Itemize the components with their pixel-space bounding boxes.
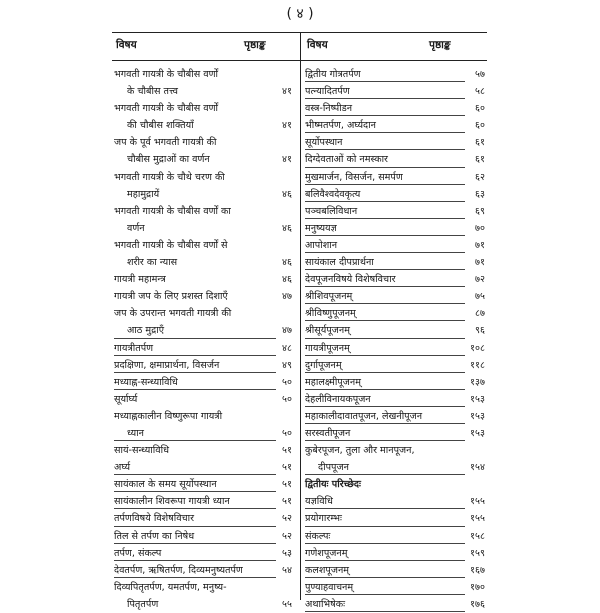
entry-title: दिव्यपितृतर्पण, यमतर्पण, मनुष्य- (114, 581, 227, 593)
entry-title: महाकालीदावातपूजन, लेखनीपूजन (305, 410, 423, 422)
entry-page-number: ७५ (475, 291, 485, 303)
entry-title: तर्पणविषये विशेषविचार (114, 513, 195, 525)
entry-title: महामुद्रायें (127, 188, 160, 200)
column-divider (300, 32, 301, 600)
entry-title: कुबेरपूजन, तुला और मानपूजन, (305, 445, 415, 457)
entry-title: सायंकालीन शिवरूपा गायत्री ध्यान (114, 496, 230, 508)
entry-title: भगवती गायत्री के चौबीस वर्णों (114, 69, 219, 80)
entry-title: भगवती गायत्री के चौथे चरण की (114, 171, 225, 183)
entry-page-number: ५२ (282, 530, 292, 542)
toc-entry (114, 442, 294, 459)
entry-page-number: १६७ (470, 564, 485, 576)
entry-title: गायत्रीतर्पण (114, 342, 154, 354)
entry-title: ध्यान (127, 427, 144, 439)
toc-entry (305, 442, 487, 459)
entry-page-number: ५४ (282, 564, 292, 576)
entry-title: सायंकाल के समय सूर्योपस्थान (114, 479, 217, 491)
entry-title: श्रीशिवपूजनम् (305, 291, 353, 303)
entry-page-number: ५० (282, 393, 292, 405)
entry-title: भगवती गायत्री के चौबीस वर्णों का (114, 205, 231, 217)
entry-title: शरीर का न्यास (127, 257, 178, 269)
toc-entry (305, 408, 487, 425)
entry-page-number: ६० (475, 120, 485, 132)
toc-entry (305, 117, 487, 134)
entry-title: गायत्री महामन्त्र (114, 274, 166, 286)
entry-title: गायत्रीपूजनम् (305, 342, 350, 354)
toc-entry (305, 134, 487, 151)
entry-page-number: १५३ (470, 410, 485, 422)
toc-entry (305, 562, 487, 579)
toc-entry (305, 203, 487, 220)
entry-page-number: १७० (470, 581, 485, 593)
toc-entry (305, 579, 487, 596)
toc-entry (305, 340, 487, 357)
entry-title: द्वितीय गोत्रतर्पण (305, 69, 361, 80)
entry-page-number: १५५ (470, 513, 485, 525)
entry-page-number: ६२ (475, 171, 485, 183)
toc-entry (114, 545, 294, 562)
left-subject-header: विषय (116, 39, 137, 51)
entry-title: प्रदक्षिणा, क्षमाप्रार्थना, विसर्जन (114, 359, 220, 371)
toc-entry (114, 374, 294, 391)
entry-title: गायत्री जप के लिए प्रशस्त दिशाएँ (114, 291, 228, 303)
toc-entry (114, 83, 294, 100)
entry-page-number: ७२ (475, 274, 485, 286)
toc-entry (305, 425, 487, 442)
toc-entry (114, 340, 294, 357)
toc-entry (305, 596, 487, 613)
section-heading (305, 476, 487, 493)
entry-page-number: ५७ (475, 69, 485, 80)
toc-entry (114, 100, 294, 117)
entry-page-number: ८७ (475, 308, 485, 320)
entry-title: मध्याह्नकालीन विष्णुरूपा गायत्री (114, 410, 223, 422)
toc-entry (114, 169, 294, 186)
toc-entry (305, 545, 487, 562)
toc-entry (114, 459, 294, 476)
entry-page-number: १०८ (470, 342, 485, 354)
entry-page-number: १५४ (470, 462, 485, 474)
toc-entry (114, 288, 294, 305)
toc-entry (305, 100, 487, 117)
toc-entry (114, 322, 294, 339)
entry-title: आपोशान (305, 239, 338, 251)
toc-entry (305, 83, 487, 100)
entry-page-number: ५३ (282, 547, 292, 559)
entry-page-number: ११८ (470, 359, 485, 371)
entry-page-number: १५५ (470, 496, 485, 508)
entry-title: अथाभिषेकः (305, 598, 346, 610)
toc-entry (114, 237, 294, 254)
toc-entry (305, 66, 487, 83)
entry-title: भीष्मतर्पण, अर्घ्यदान (305, 120, 376, 132)
toc-entry (114, 117, 294, 134)
page-number: ( ४ ) (286, 6, 314, 22)
entry-page-number: ५१ (282, 496, 292, 508)
entry-title: जप के पूर्व भगवती गायत्री की (114, 137, 217, 149)
entry-page-number: ७१ (475, 257, 485, 269)
toc-entry (305, 493, 487, 510)
entry-page-number: ४६ (282, 274, 292, 286)
entry-page-number: १५९ (470, 547, 485, 559)
entry-title: देहलीविनायकपूजन (305, 393, 371, 405)
entry-title: महालक्ष्मीपूजनम् (305, 376, 361, 388)
toc-entry (114, 271, 294, 288)
entry-title: पञ्चबलिविधान (305, 205, 358, 217)
entry-page-number: ९६ (475, 325, 485, 337)
toc-entry (114, 596, 294, 613)
toc-entry (305, 271, 487, 288)
entry-title: मध्याह्न-सन्ध्याविधि (114, 376, 178, 388)
entry-page-number: ४७ (282, 291, 292, 303)
toc-entry (114, 476, 294, 493)
entry-page-number: ६३ (475, 188, 485, 200)
entry-page-number: ६१ (475, 154, 485, 166)
entry-title: भगवती गायत्री के चौबीस वर्णों (114, 103, 219, 115)
entry-page-number: ५२ (282, 513, 292, 525)
entry-title: सूर्यार्घ्य (114, 393, 138, 405)
entry-title: के चौबीस तत्त्व (127, 86, 178, 98)
toc-entry (114, 66, 294, 83)
entry-title: गणेशपूजनम् (305, 547, 348, 559)
toc-entry (305, 254, 487, 271)
entry-page-number: ७१ (475, 239, 485, 251)
entry-page-number: ४८ (282, 342, 292, 354)
entry-page-number: ६० (475, 103, 485, 115)
entry-page-number: ४१ (282, 120, 292, 132)
toc-entry (305, 528, 487, 545)
toc-entry (305, 357, 487, 374)
toc-entry (114, 510, 294, 527)
toc-entry (114, 186, 294, 203)
entry-title: चौबीस मुद्राओं का वर्णन (127, 154, 210, 166)
entry-title: यज्ञविधि (305, 496, 333, 508)
entry-page-number: १५३ (470, 393, 485, 405)
entry-title: दुर्गापूजनम् (305, 359, 342, 371)
toc-entry (114, 357, 294, 374)
toc-entry (305, 288, 487, 305)
entry-page-number: ५१ (282, 479, 292, 491)
toc-entry (305, 151, 487, 168)
toc-table (112, 32, 487, 610)
entry-title: देवतर्पण, ऋषितर्पण, दिव्यमनुष्यतर्पण (114, 564, 243, 576)
left-column (114, 66, 294, 613)
entry-page-number: १३७ (470, 376, 485, 388)
entry-title: वर्णन (127, 222, 145, 234)
toc-entry (305, 169, 487, 186)
entry-title: मुखमार्जन, विसर्जन, समर्पण (305, 171, 403, 183)
entry-title: तिल से तर्पण का निषेध (114, 530, 195, 542)
entry-title: श्रीविष्णुपूजनम् (305, 308, 356, 320)
entry-page-number: ५१ (282, 462, 292, 474)
entry-title: तर्पण, संकल्प (114, 547, 162, 559)
toc-entry (114, 254, 294, 271)
entry-title: अर्घ्य (114, 462, 131, 474)
toc-entry (305, 459, 487, 476)
toc-entry (114, 220, 294, 237)
entry-page-number: ५८ (475, 86, 485, 98)
toc-entry (114, 493, 294, 510)
toc-entry (114, 134, 294, 151)
toc-entry (305, 374, 487, 391)
toc-entry (114, 579, 294, 596)
toc-entry (114, 425, 294, 442)
entry-title: श्रीसूर्यपूजनम् (305, 325, 350, 337)
entry-page-number: ४१ (282, 86, 292, 98)
entry-page-number: ६१ (475, 137, 485, 149)
toc-entry (305, 510, 487, 527)
entry-title: पितृतर्पण (127, 598, 159, 610)
entry-title: द्वितीयः परिच्छेदः (305, 479, 361, 491)
entry-page-number: ४६ (282, 188, 292, 200)
entry-page-number: १५३ (470, 427, 485, 439)
entry-title: वस्त्र-निष्पीडन (305, 103, 353, 115)
entry-page-number: १७६ (470, 598, 485, 610)
toc-entry (114, 391, 294, 408)
toc-entry (114, 408, 294, 425)
right-subject-header: विषय (307, 39, 328, 51)
right-column (305, 66, 487, 613)
toc-entry (114, 203, 294, 220)
entry-page-number: १५८ (470, 530, 485, 542)
entry-title: सायंकाल दीपप्रार्थना (305, 257, 374, 269)
entry-page-number: ५० (282, 376, 292, 388)
entry-title: सूर्योपस्थान (305, 137, 343, 149)
toc-entry (114, 562, 294, 579)
entry-title: दीपपूजन (318, 462, 349, 474)
entry-title: कलशपूजनम् (305, 564, 350, 576)
entry-page-number: ५५ (282, 598, 292, 610)
entry-page-number: ५१ (282, 445, 292, 457)
entry-page-number: ६९ (475, 205, 485, 217)
toc-entry (114, 528, 294, 545)
right-page-header: पृष्ठाङ्क (429, 39, 451, 51)
entry-title: बलिवैश्वदेवकृत्य (305, 188, 361, 200)
entry-title: प्रयोगारम्भः (305, 513, 342, 525)
entry-page-number: ४७ (282, 325, 292, 337)
toc-entry (305, 186, 487, 203)
entry-title: की चौबीस शक्तियाँ (127, 120, 194, 132)
entry-title: मनुष्ययज्ञ (305, 222, 337, 234)
toc-entry (305, 391, 487, 408)
entry-title: पत्न्यादितर्पण (305, 86, 350, 98)
entry-title: सरस्वतीपूजन (305, 427, 351, 439)
entry-title: जप के उपरान्त भगवती गायत्री की (114, 308, 232, 320)
entry-page-number: ४१ (282, 154, 292, 166)
toc-entry (114, 151, 294, 168)
toc-entry (305, 305, 487, 322)
entry-title: संकल्पः (305, 530, 331, 542)
entry-title: देवपूजनविषये विशेषविचार (305, 274, 396, 286)
entry-page-number: ४६ (282, 222, 292, 234)
entry-page-number: ७० (475, 222, 485, 234)
entry-page-number: ४९ (282, 359, 292, 371)
toc-entry (305, 322, 487, 339)
entry-page-number: ४६ (282, 257, 292, 269)
entry-title: भगवती गायत्री के चौबीस वर्णों से (114, 239, 228, 251)
entry-title: दिग्देवताओं को नमस्कार (305, 154, 388, 166)
left-page-header: पृष्ठाङ्क (244, 39, 266, 51)
entry-title: सायं-सन्ध्याविधि (114, 445, 169, 457)
entry-title: आठ मुद्राएँ (127, 325, 165, 337)
toc-entry (305, 220, 487, 237)
entry-title: पुण्याहवाचनम् (305, 581, 354, 593)
toc-entry (305, 237, 487, 254)
entry-page-number: ५० (282, 427, 292, 439)
toc-entry (114, 305, 294, 322)
